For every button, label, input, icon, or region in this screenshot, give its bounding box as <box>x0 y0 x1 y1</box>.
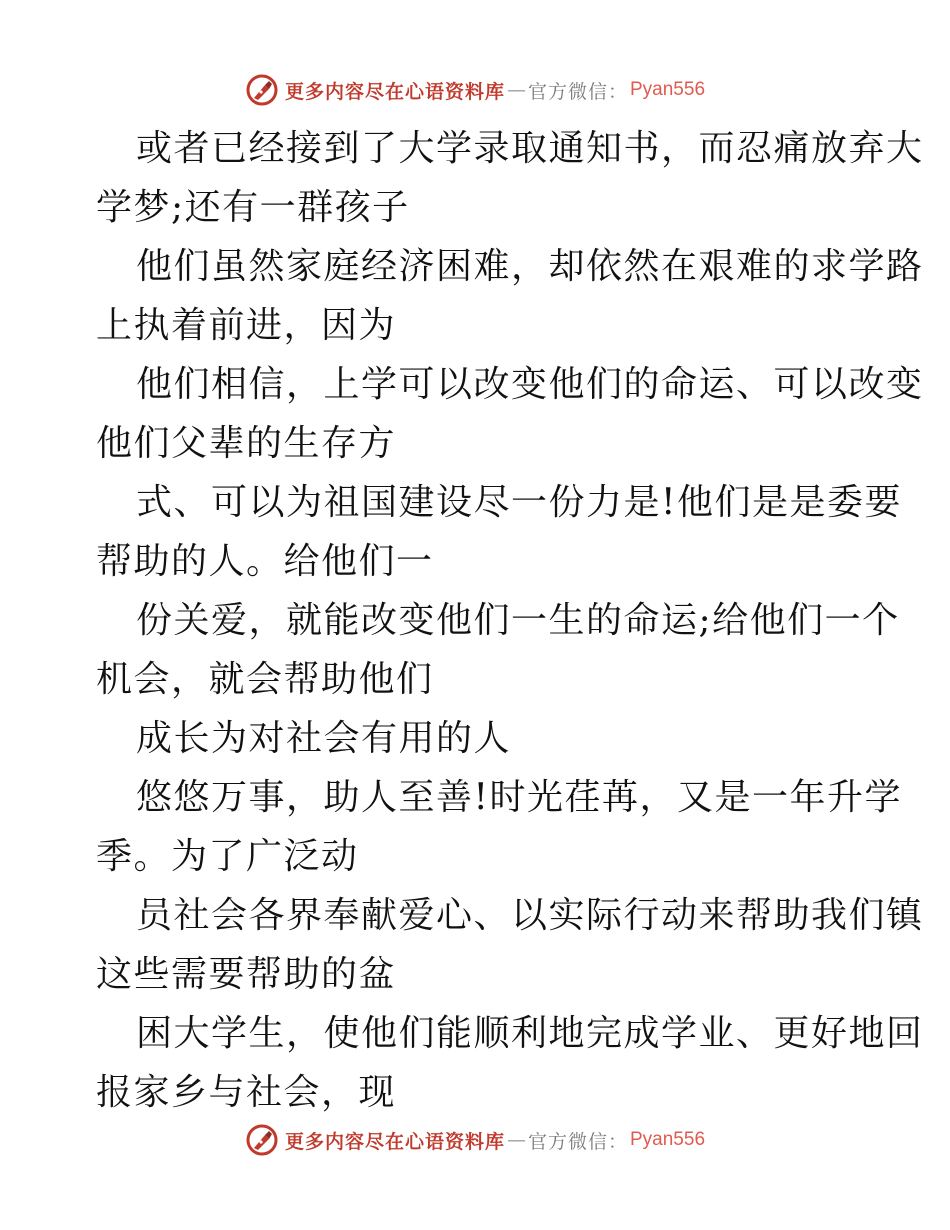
body-line: 悠悠万事，助人至善!时光荏苒，又是一年升学 <box>136 777 902 818</box>
body-line: 报家乡与社会，现 <box>96 1072 397 1113</box>
header-banner <box>0 70 950 110</box>
banner-account-id: Pyan556 <box>630 79 706 100</box>
body-line: 季。为了广泛动 <box>96 836 359 877</box>
pen-nib-logo-icon <box>245 73 279 107</box>
body-line: 上执着前进，因为 <box>96 305 397 346</box>
body-line: 他们虽然家庭经济困难，却依然在艰难的求学路 <box>136 246 924 287</box>
banner-dash: — <box>506 1129 526 1151</box>
body-line: 份关爱，就能改变他们一生的命运;给他们一个 <box>136 600 900 641</box>
body-line: 他们相信，上学可以改变他们的命运、可以改变 <box>136 364 924 405</box>
footer-banner <box>0 1120 950 1160</box>
banner-brand-text: 更多内容尽在心语资料库 <box>284 80 505 103</box>
banner-dash: — <box>506 79 526 101</box>
body-line: 机会，就会帮助他们 <box>96 659 434 700</box>
body-line: 式、可以为祖国建设尽一份力是!他们是是委要 <box>136 482 902 523</box>
body-line: 员社会各界奉献爱心、以实际行动来帮助我们镇 <box>136 895 924 936</box>
body-line: 困大学生，使他们能顺利地完成学业、更好地回 <box>136 1013 924 1054</box>
banner-official-label: 官方微信： <box>527 80 628 103</box>
banner-official-label: 官方微信： <box>527 1130 628 1153</box>
body-line: 帮助的人。给他们一 <box>96 541 434 582</box>
body-line: 这些需要帮助的盆 <box>96 954 397 995</box>
banner-account-id: Pyan556 <box>630 1129 706 1150</box>
body-line: 学梦;还有一群孩子 <box>96 187 410 228</box>
body-line: 他们父辈的生存方 <box>96 423 397 464</box>
banner-brand-text: 更多内容尽在心语资料库 <box>284 1130 505 1153</box>
body-line: 或者已经接到了大学录取通知书，而忍痛放弃大 <box>136 128 924 169</box>
body-line: 成长为对社会有用的人 <box>136 718 512 759</box>
pen-nib-logo-icon <box>245 1123 279 1157</box>
document-body <box>96 119 924 1122</box>
